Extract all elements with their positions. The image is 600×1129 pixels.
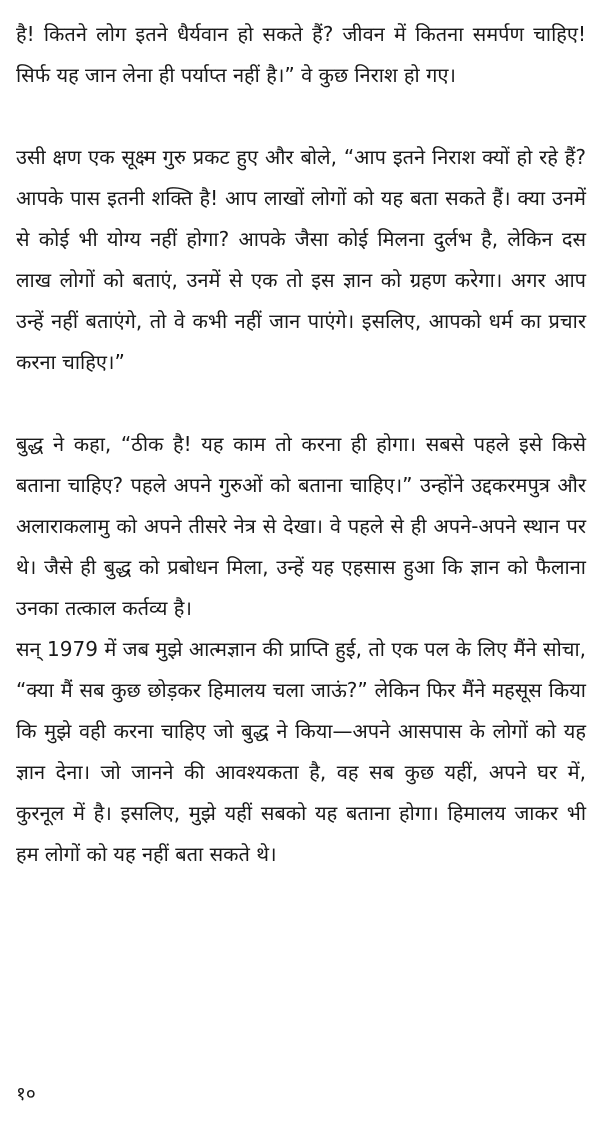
paragraph-4: सन् 1979 में जब मुझे आत्मज्ञान की प्राप्ति हुई, तो एक पल के लिए मैंने सोचा, “क्या मैं सब कुछ छोड़कर हिमालय चला जाऊं?” लेकिन फिर मैंने महसूस किया कि मुझे वही करना चाहिए जो बुद्ध ने किया—अपने आसपास के लोगों को यह ज्ञान देना। जो जानने की आवश्यकता है, वह सब कुछ यहीं, अपने घर में, कुरनूल में है। इसलिए, मुझे यहीं सबको यह बताना होगा। हिमालय जाकर भी हम लोगों को यह नहीं बता सकते थे। — [16, 637, 586, 866]
paragraph-2: उसी क्षण एक सूक्ष्म गुरु प्रकट हुए और बोले, “आप इतने निराश क्यों हो रहे हैं? आपके पास इतनी शक्ति है! आप लाखों लोगों को यह बता सकते हैं। क्या उनमें से कोई भी योग्य नहीं होगा? आपके जैसा कोई मिलना दुर्लभ है, लेकिन दस लाख लोगों को बताएं, उनमें से एक तो इस ज्ञान को ग्रहण करेगा। अगर आप उन्हें नहीं बताएंगे, तो वे कभी नहीं जान पाएंगे। इसलिए, आपको धर्म का प्रचार करना चाहिए।” — [16, 145, 586, 374]
paragraph-1: है! कितने लोग इतने धैर्यवान हो सकते हैं? जीवन में कितना समर्पण चाहिए! सिर्फ यह जान लेना ही पर्याप्त नहीं है।” वे कुछ निराश हो गए। — [16, 22, 586, 87]
paragraph-3: बुद्ध ने कहा, “ठीक है! यह काम तो करना ही होगा। सबसे पहले इसे किसे बताना चाहिए? पहले अपने गुरुओं को बताना चाहिए।” उन्होंने उद्दकरमपुत्र और अलाराकलामु को अपने तीसरे नेत्र से देखा। वे पहले से ही अपने-अपने स्थान पर थे। जैसे ही बुद्ध को प्रबोधन मिला, उन्हें यह एहसास हुआ कि ज्ञान को फैलाना उनका तत्काल कर्तव्य है। — [16, 432, 586, 620]
page-number: १० — [16, 1083, 36, 1105]
